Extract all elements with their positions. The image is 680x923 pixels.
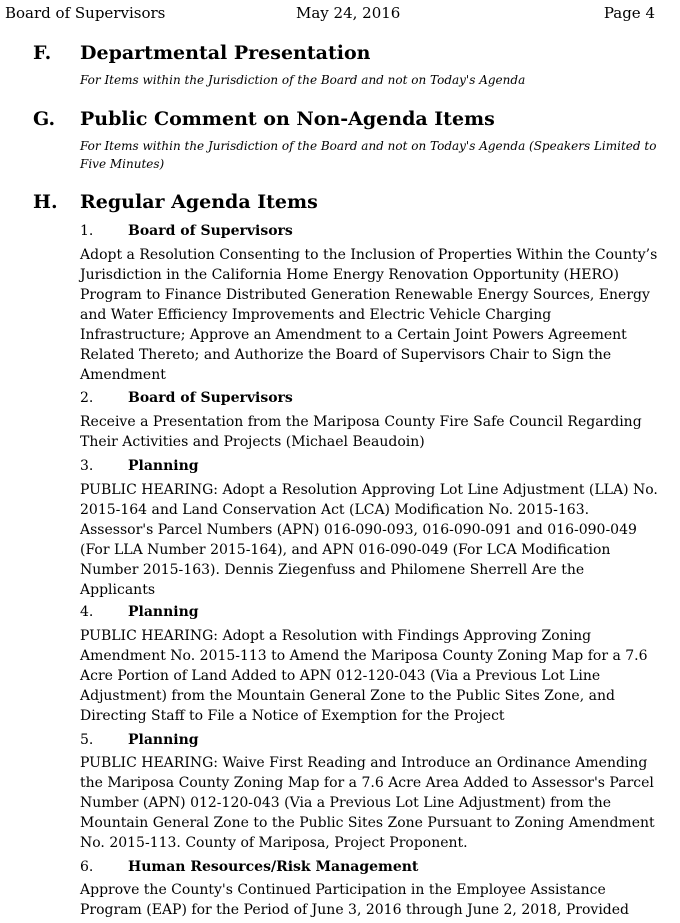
header-meeting-date: May 24, 2016 <box>296 4 401 22</box>
agenda-item-1-description: Adopt a Resolution Consenting to the Inclusion of Properties Within the County’s Jurisdiction in the California Home Energy Renovation Opportunity (HERO) Program to Finance Distributed Generation Renewable Energy Sources, Energy and Water Efficiency Improvements and Electric Vehicle Charging Infrastructure; Approve an Amendment to a Certain Joint Powers Agreement Related Thereto; and Authorize the Board of Supervisors Chair to Sign the Amendment <box>80 247 658 383</box>
agenda-item-4-description: PUBLIC HEARING: Adopt a Resolution with Findings Approving Zoning Amendment No. 2015-113 to Amend the Mariposa County Zoning Map for a 7.6 Acre Portion of Land Added to APN 012-120-043 (Via a Previous Lot Line Adjustment) from the Mountain General Zone to the Public Sites Zone, and Directing Staff to File a Notice of Exemption for the Project <box>80 628 648 724</box>
agenda-item-4-header <box>80 601 660 623</box>
item-number: 5. <box>80 732 94 748</box>
header-page-number: Page 4 <box>603 4 655 22</box>
item-number: 2. <box>80 390 94 406</box>
agenda-item-2-description: Receive a Presentation from the Mariposa County Fire Safe Council Regarding Their Activities and Projects (Michael Beaudoin) <box>80 414 642 450</box>
item-category: Human Resources/Risk Management <box>128 859 419 875</box>
item-number: 3. <box>80 458 94 474</box>
agenda-item-1-header <box>80 220 660 242</box>
section-title: Public Comment on Non-Agenda Items <box>80 108 495 130</box>
section-letter: F. <box>33 42 52 64</box>
item-number: 1. <box>80 223 94 239</box>
section-letter: H. <box>33 191 58 213</box>
item-category: Planning <box>128 458 199 474</box>
agenda-item-5-header <box>80 729 660 751</box>
agenda-item-3-header <box>80 455 660 477</box>
page-header <box>5 3 655 23</box>
item-category: Board of Supervisors <box>128 390 293 406</box>
item-category: Planning <box>128 604 199 620</box>
item-category: Board of Supervisors <box>128 223 293 239</box>
section-note: For Items within the Jurisdiction of the Board and not on Today's Agenda <box>80 73 526 87</box>
item-number: 4. <box>80 604 94 620</box>
section-title: Regular Agenda Items <box>80 191 318 213</box>
agenda-item-2-header <box>80 387 660 409</box>
header-board-name: Board of Supervisors <box>5 4 166 22</box>
section-title: Departmental Presentation <box>80 42 371 64</box>
agenda-item-5-description: PUBLIC HEARING: Waive First Reading and Introduce an Ordinance Amending the Mariposa County Zoning Map for a 7.6 Acre Area Added to Assessor's Parcel Number (APN) 012-120-043 (Via a Previous Lot Line Adjustment) from the Mountain General Zone to the Public Sites Zone Pursuant to Zoning Amendment No. 2015-113. County of Mariposa, Project Proponent. <box>80 755 655 851</box>
item-category: Planning <box>128 732 199 748</box>
agenda-item-6-description: Approve the County's Continued Participation in the Employee Assistance Program (EAP) for the Period of June 3, 2016 through June 2, 2018, Provided <box>80 882 630 918</box>
item-number: 6. <box>80 859 94 875</box>
agenda-item-3-description: PUBLIC HEARING: Adopt a Resolution Approving Lot Line Adjustment (LLA) No. 2015-164 and Land Conservation Act (LCA) Modification No. 2015-163. Assessor's Parcel Numbers (APN) 016-090-093, 016-090-091 and 016-090-049 (For LLA Number 2015-164), and APN 016-090-049 (For LCA Modification Number 2015-163). Dennis Ziegenfuss and Philomene Sherrell Are the Applicants <box>80 482 658 598</box>
section-letter: G. <box>33 108 56 130</box>
section-note: For Items within the Jurisdiction of the Board and not on Today's Agenda (Speakers Limited to Five Minutes) <box>80 139 657 171</box>
agenda-item-6-header <box>80 856 660 878</box>
